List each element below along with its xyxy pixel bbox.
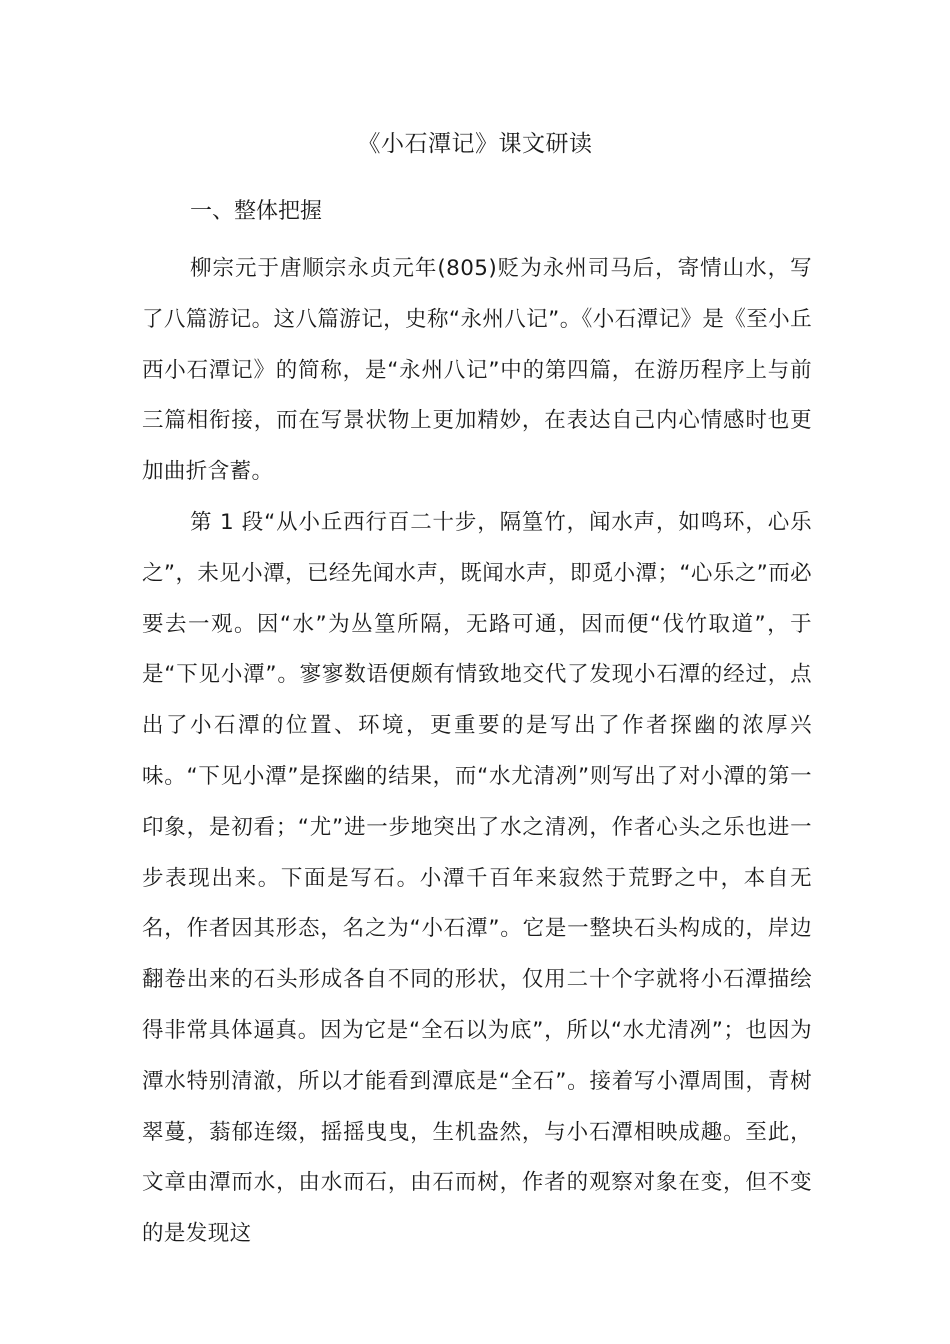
paragraph-2: 第 1 段“从小丘西行百二十步，隔篁竹，闻水声，如鸣环，心乐之”，未见小潭，已经先闻水声，既闻水声，即觅小潭；“心乐之”而必要去一观。因“水”为丛篁所隔，无路可通，因而便“伐竹取道”，于是“下见小潭”。寥寥数语便颇有情致地交代了发现小石潭的经过，点出了小石潭的位置、环境，更重要的是写出了作者探幽的浓厚兴味。“下见小潭”是探幽的结果，而“水尤清冽”则写出了对小潭的第一印象，是初看；“尤”进一步地突出了水之清冽，作者心头之乐也进一步表现出来。下面是写石。小潭千百年来寂然于荒野之中，本自无名，作者因其形态，名之为“小石潭”。它是一整块石头构成的，岸边翻卷出来的石头形成各自不同的形状，仅用二十个字就将小石潭描绘得非常具体逼真。因为它是“全石以为底”，所以“水尤清冽”；也因为潭水特别清澈，所以才能看到潭底是“全石”。接着写小潭周围，青树翠蔓，蓊郁连缀，摇摇曳曳，生机盎然，与小石潭相映成趣。至此，文章由潭而水，由水而石，由石而树，作者的观察对象在变，但不变的是发现这 [142,509,812,1247]
paragraph-1: 柳宗元于唐顺宗永贞元年(805)贬为永州司马后，寄情山水，写了八篇游记。这八篇游记，史称“永州八记”。《小石潭记》是《至小丘西小石潭记》的简称，是“永州八记”中的第四篇，在游历程序上与前三篇相衔接，而在写景状物上更加精妙，在表达自己内心情感时也更加曲折含蓄。 [142,256,812,485]
section-heading: 一、整体把握 [190,199,323,224]
document-body [142,244,812,1260]
document-title: 《小石潭记》课文研读 [357,131,593,157]
